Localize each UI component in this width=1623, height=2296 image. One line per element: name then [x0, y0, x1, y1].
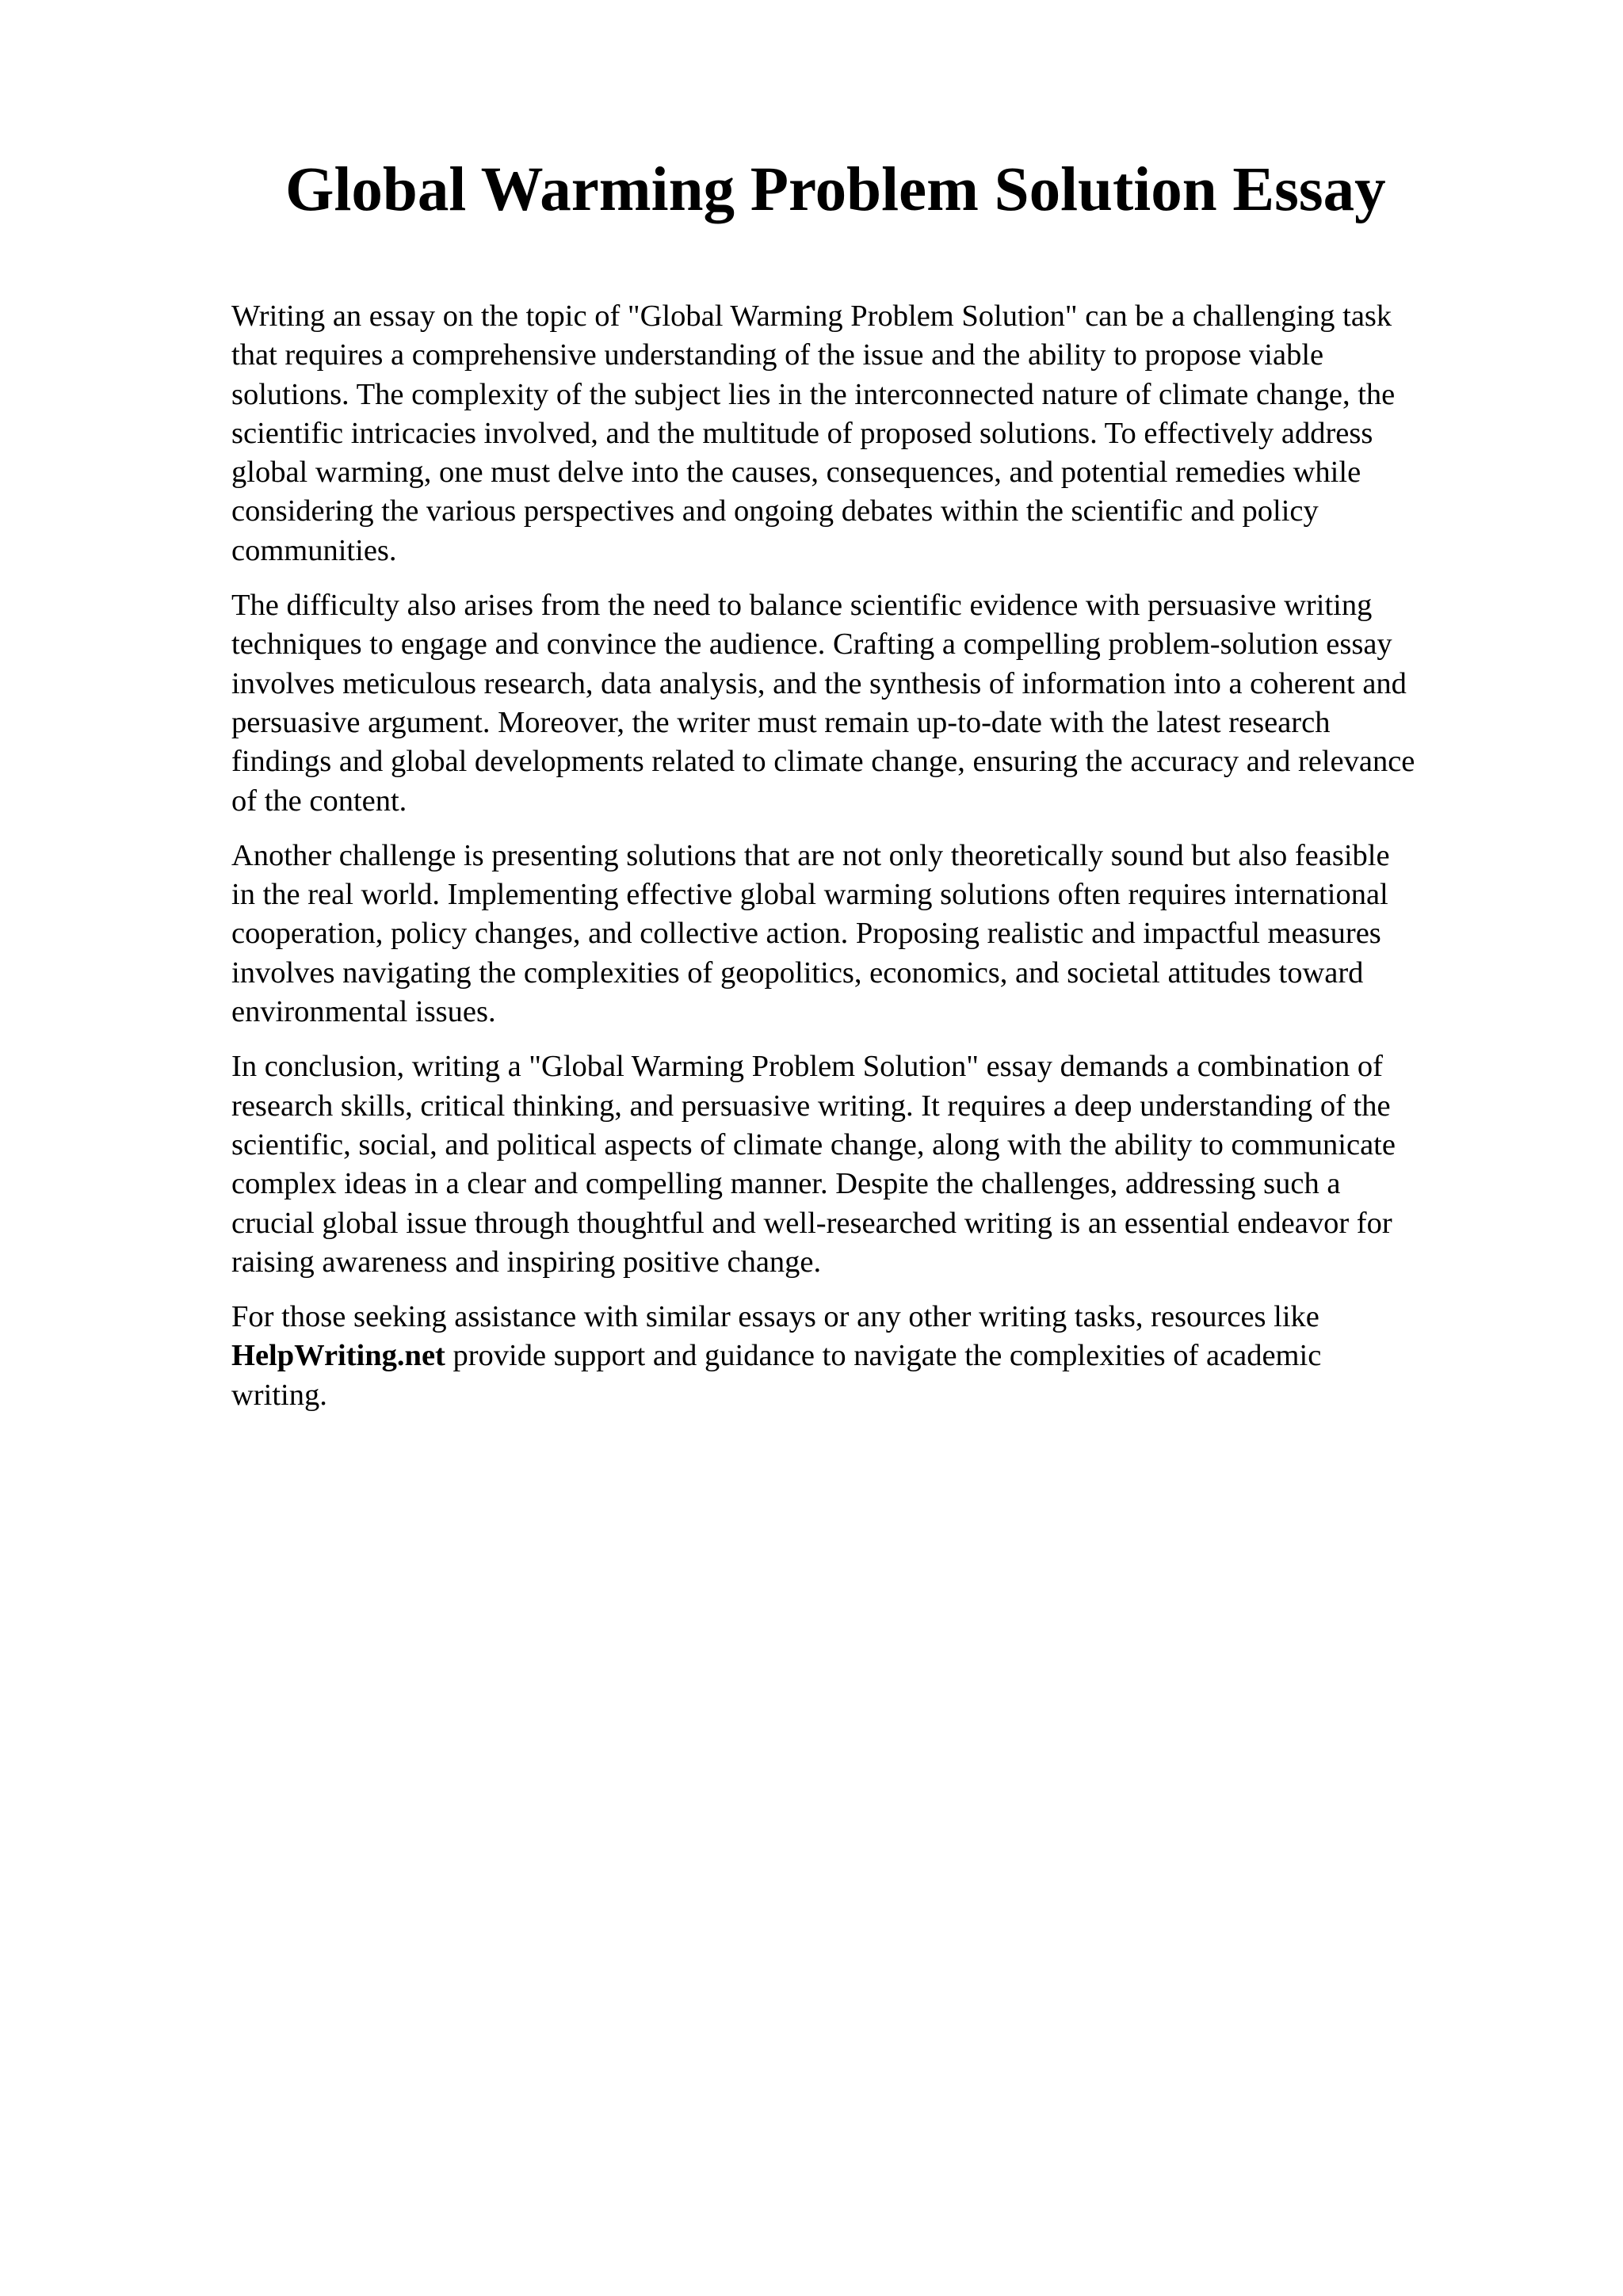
text-line: scientific, social, and political aspects of climate change, along with the ability to communicate: [231, 1127, 1396, 1161]
text-line: raising awareness and inspiring positive change.: [231, 1245, 822, 1279]
text-line: in the real world. Implementing effective global warming solutions often requires international: [231, 878, 1388, 912]
text-line: cooperation, policy changes, and collective action. Proposing realistic and impactful measures: [231, 917, 1381, 951]
text-line: environmental issues.: [231, 995, 496, 1029]
paragraph-3: [231, 837, 1531, 1032]
text-line: The difficulty also arises from the need to balance scientific evidence with persuasive writing: [231, 589, 1373, 623]
text-line: involves navigating the complexities of geopolitics, economics, and societal attitudes toward: [231, 955, 1364, 990]
text-line: writing.: [231, 1378, 327, 1412]
text-line: Writing an essay on the topic of "Global Warming Problem Solution" can be a challenging task: [231, 299, 1392, 333]
text-line: considering the various perspectives and ongoing debates within the scientific and policy: [231, 494, 1319, 528]
text-line: complex ideas in a clear and compelling manner. Despite the challenges, addressing such a: [231, 1167, 1341, 1201]
brand-name: HelpWriting.net: [231, 1339, 445, 1373]
text-line: solutions. The complexity of the subject lies in the interconnected nature of climate change, the: [231, 377, 1396, 411]
text-line: communities.: [231, 533, 397, 567]
text-line: involves meticulous research, data analysis, and the synthesis of information into a coherent and: [231, 666, 1407, 700]
text-line: crucial global issue through thoughtful and well-researched writing is an essential endeavor for: [231, 1206, 1392, 1240]
text-line: of the content.: [231, 784, 407, 818]
page-title: Global Warming Problem Solution Essay: [285, 155, 1386, 224]
text-line: For those seeking assistance with similar essays or any other writing tasks, resources like: [231, 1300, 1319, 1334]
paragraph-1: [231, 297, 1531, 570]
text-line: techniques to engage and convince the audience. Crafting a compelling problem-solution essay: [231, 627, 1392, 662]
text-line: [231, 1337, 1531, 1375]
text-line: research skills, critical thinking, and persuasive writing. It requires a deep understanding of the: [231, 1089, 1391, 1123]
text-line: In conclusion, writing a "Global Warming Problem Solution" essay demands a combination of: [231, 1050, 1383, 1084]
text-fragment: provide support and guidance to navigate the complexities of academic: [445, 1339, 1322, 1373]
text-line: persuasive argument. Moreover, the writer must remain up-to-date with the latest research: [231, 705, 1331, 739]
text-line: that requires a comprehensive understanding of the issue and the ability to propose viable: [231, 338, 1324, 372]
text-line: findings and global developments related to climate change, ensuring the accuracy and relevance: [231, 745, 1415, 779]
paragraph-4: [231, 1047, 1531, 1282]
essay-body: [231, 297, 1531, 1431]
text-line: scientific intricacies involved, and the multitude of proposed solutions. To effectively address: [231, 416, 1373, 450]
text-line: global warming, one must delve into the causes, consequences, and potential remedies while: [231, 456, 1361, 490]
closing-paragraph: [231, 1298, 1531, 1415]
text-line: Another challenge is presenting solutions that are not only theoretically sound but also feasible: [231, 838, 1390, 872]
paragraph-2: [231, 586, 1531, 821]
